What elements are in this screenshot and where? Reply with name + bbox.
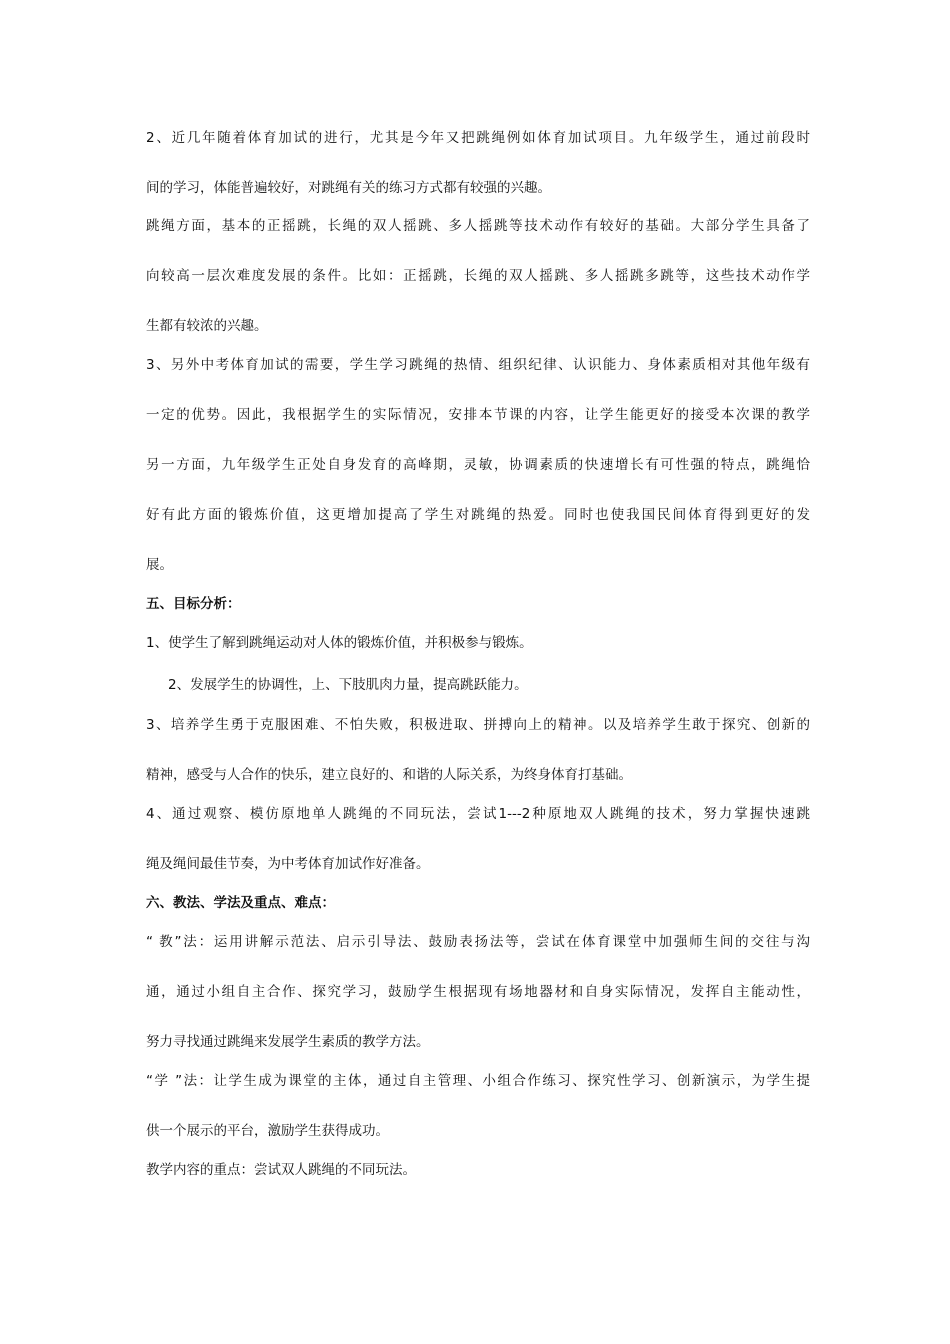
goal-3-line-2: 精神，感受与人合作的快乐，建立良好的、和谐的人际关系，为终身体育打基础。 xyxy=(146,767,632,783)
learning-method-line-1: “学 ”法：让学生成为课堂的主体，通过自主管理、小组合作练习、探究性学习、创新演示，为学生提 xyxy=(146,1073,810,1089)
section-six-heading: 六、教法、学法及重点、难点： xyxy=(146,895,335,911)
goal-3-line-1: 3、培养学生勇于克服困难、不怕失败，积极进取、拼搏向上的精神。以及培养学生敢于探究、创新的 xyxy=(146,717,810,733)
teaching-method-line-2: 通，通过小组自主合作、探究学习，鼓励学生根据现有场地器材和自身实际情况，发挥自主能动性， xyxy=(146,984,810,1000)
teaching-method-line-3: 努力寻找通过跳绳来发展学生素质的教学方法。 xyxy=(146,1034,430,1050)
paragraph-3-line-2: 一定的优势。因此，我根据学生的实际情况，安排本节课的内容，让学生能更好的接受本次课的教学 xyxy=(146,407,810,423)
paragraph-2-line-2: 间的学习，体能普遍较好，对跳绳有关的练习方式都有较强的兴趣。 xyxy=(146,180,551,196)
goal-4-line-2: 绳及绳间最佳节奏，为中考体育加试作好准备。 xyxy=(146,856,430,872)
section-five-heading: 五、目标分析： xyxy=(146,596,241,612)
key-point: 教学内容的重点：尝试双人跳绳的不同玩法。 xyxy=(146,1162,416,1178)
goal-2: 2、发展学生的协调性，上、下肢肌肉力量，提高跳跃能力。 xyxy=(168,677,528,693)
paragraph-rope-line-2: 向较高一层次难度发展的条件。比如：正摇跳，长绳的双人摇跳、多人摇跳多跳等，这些技术动作学 xyxy=(146,268,810,284)
goal-4-line-1: 4、通过观察、模仿原地单人跳绳的不同玩法，尝试1---2种原地双人跳绳的技术，努力掌握快速跳 xyxy=(146,806,810,822)
teaching-method-line-1: “ 教”法：运用讲解示范法、启示引导法、鼓励表扬法等，尝试在体育课堂中加强师生间的交往与沟 xyxy=(146,934,810,950)
learning-method-line-2: 供一个展示的平台，激励学生获得成功。 xyxy=(146,1123,389,1139)
paragraph-rope-line-1: 跳绳方面，基本的正摇跳，长绳的双人摇跳、多人摇跳等技术动作有较好的基础。大部分学生具备了 xyxy=(146,218,810,234)
paragraph-3-line-5: 展。 xyxy=(146,557,173,573)
goal-1: 1、使学生了解到跳绳运动对人体的锻炼价值，并积极参与锻炼。 xyxy=(146,635,533,651)
paragraph-3-line-1: 3、另外中考体育加试的需要，学生学习跳绳的热情、组织纪律、认识能力、身体素质相对其他年级有 xyxy=(146,357,810,373)
paragraph-2-line-1: 2、近几年随着体育加试的进行，尤其是今年又把跳绳例如体育加试项目。九年级学生，通过前段时 xyxy=(146,130,810,146)
paragraph-rope-line-3: 生都有较浓的兴趣。 xyxy=(146,318,268,334)
paragraph-3-line-4: 好有此方面的锻炼价值，这更增加提高了学生对跳绳的热爱。同时也使我国民间体育得到更好的发 xyxy=(146,507,810,523)
paragraph-3-line-3: 另一方面，九年级学生正处自身发育的高峰期，灵敏，协调素质的快速增长有可性强的特点，跳绳恰 xyxy=(146,457,810,473)
